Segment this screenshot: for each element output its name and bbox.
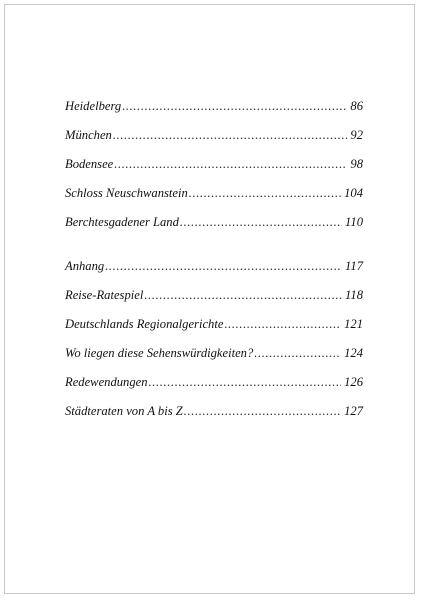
dot-leader [180, 215, 342, 230]
dot-leader [184, 404, 341, 419]
dot-leader [105, 259, 342, 274]
dot-leader [144, 288, 342, 303]
toc-entry-page: 104 [344, 186, 363, 200]
toc-entry [65, 215, 363, 230]
toc-entry [65, 317, 363, 332]
toc-entry-page: 118 [345, 288, 363, 302]
toc-entry-page: 121 [344, 317, 363, 331]
toc-entry-title: Schloss Neuschwanstein [65, 186, 188, 200]
toc-entry-title: Reise-Ratespiel [65, 288, 144, 302]
toc-entry [65, 288, 363, 303]
toc-entry-page: 98 [350, 157, 363, 171]
toc-entry-title: Redewendungen [65, 375, 148, 389]
toc-entry-page: 86 [350, 99, 363, 113]
table-of-contents [65, 99, 363, 433]
toc-entry [65, 128, 363, 143]
toc-entry [65, 99, 363, 114]
dot-leader [149, 375, 342, 390]
dot-leader [114, 157, 347, 172]
toc-entry-title: Städteraten von A bis Z [65, 404, 183, 418]
toc-entry-page: 126 [344, 375, 363, 389]
dot-leader [224, 317, 341, 332]
toc-group-regions [65, 99, 363, 230]
toc-entry-title: Heidelberg [65, 99, 122, 113]
toc-entry-page: 92 [350, 128, 363, 142]
toc-entry-page: 124 [344, 346, 363, 360]
document-page [4, 4, 415, 594]
toc-entry [65, 259, 363, 274]
dot-leader [113, 128, 348, 143]
dot-leader [189, 186, 341, 201]
toc-entry-page: 110 [345, 215, 363, 229]
toc-entry-title: München [65, 128, 112, 142]
dot-leader [122, 99, 347, 114]
toc-entry-page: 117 [345, 259, 363, 273]
dot-leader [254, 346, 341, 361]
toc-entry-title: Wo liegen diese Sehenswürdigkeiten? [65, 346, 254, 360]
toc-entry [65, 346, 363, 361]
toc-entry-page: 127 [344, 404, 363, 418]
toc-entry [65, 186, 363, 201]
toc-entry-title: Deutschlands Regionalgerichte [65, 317, 224, 331]
toc-entry-title: Anhang [65, 259, 105, 273]
toc-entry [65, 375, 363, 390]
toc-entry-title: Bodensee [65, 157, 114, 171]
toc-entry [65, 404, 363, 419]
toc-group-appendix [65, 259, 363, 419]
toc-entry [65, 157, 363, 172]
toc-entry-title: Berchtesgadener Land [65, 215, 179, 229]
